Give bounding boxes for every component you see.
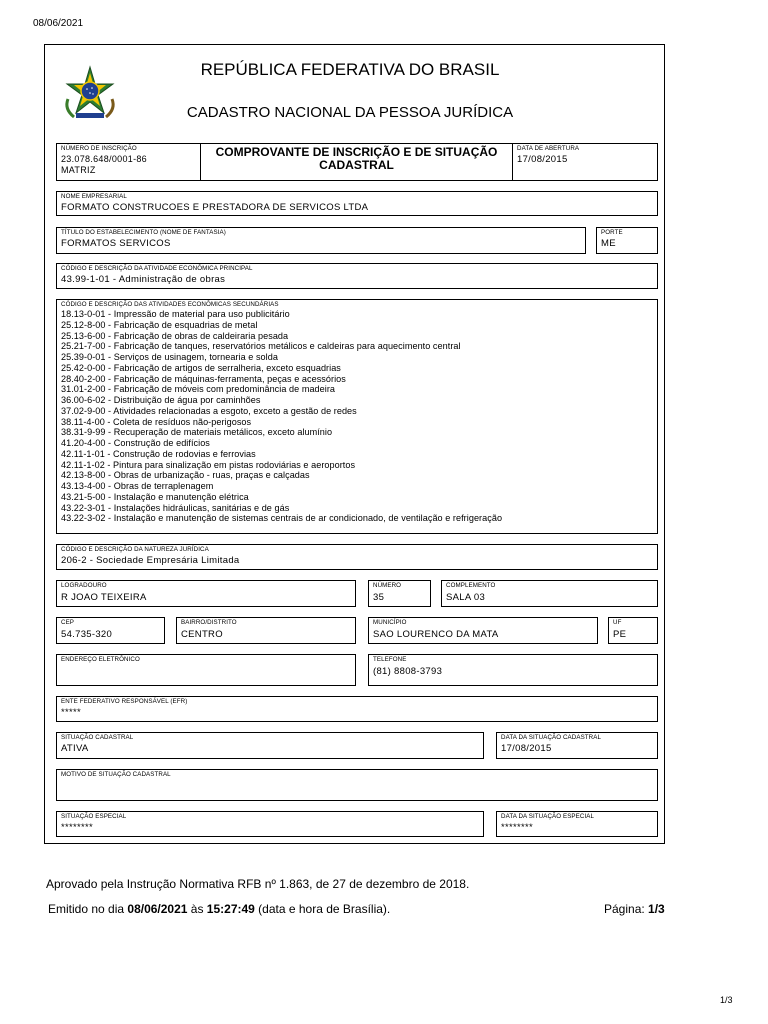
porte-box <box>596 227 658 254</box>
list-item: 25.39-0-01 - Serviços de usinagem, tornearia e solda <box>61 352 278 362</box>
list-item: 37.02-9-00 - Atividades relacionadas a esgoto, exceto a gestão de redes <box>61 405 357 416</box>
list-item: 28.40-2-00 - Fabricação de máquinas-ferramenta, peças e acessórios <box>61 373 346 384</box>
bairro-value: CENTRO <box>181 629 223 640</box>
list-item: 25.21-7-00 - Fabricação de tanques, reservatórios metálicos e caldeiras para aquecimento central <box>61 341 461 352</box>
atividades-secundarias-list <box>61 309 502 524</box>
situacao-especial-value: ******** <box>61 822 93 833</box>
data-situacao-especial-box <box>496 811 658 837</box>
municipio-label: MUNICÍPIO <box>373 619 407 626</box>
nome-empresarial-label: NOME EMPRESARIAL <box>61 193 127 200</box>
email-box <box>56 654 356 686</box>
numero-box <box>368 580 431 607</box>
data-situacao-box <box>496 732 658 759</box>
coat-of-arms-emblem <box>62 65 118 121</box>
situacao-box <box>56 732 484 759</box>
atividade-principal-label: CÓDIGO E DESCRIÇÃO DA ATIVIDADE ECONÔMICA PRINCIPAL <box>61 265 253 272</box>
telefone-box <box>368 654 658 686</box>
data-situacao-value: 17/08/2015 <box>501 743 552 754</box>
natureza-juridica-box <box>56 544 658 570</box>
complemento-box <box>441 580 658 607</box>
inscricao-numero: 23.078.648/0001-86 <box>61 154 147 164</box>
nome-empresarial-value: FORMATO CONSTRUCOES E PRESTADORA DE SERVICOS LTDA <box>61 202 369 213</box>
abertura-value: 17/08/2015 <box>517 154 568 165</box>
list-item: 43.21-5-00 - Instalação e manutenção elétrica <box>61 491 249 502</box>
list-item: 38.11-4-00 - Coleta de resíduos não-perigosos <box>61 416 252 427</box>
natureza-juridica-label: CÓDIGO E DESCRIÇÃO DA NATUREZA JURÍDICA <box>61 546 209 553</box>
fantasia-value: FORMATOS SERVICOS <box>61 238 171 249</box>
efr-box <box>56 696 658 722</box>
list-item: 43.22-3-01 - Instalações hidráulicas, sanitárias e de gás <box>61 502 290 513</box>
list-item: 42.11-1-01 - Construção de rodovias e ferrovias <box>61 448 256 459</box>
list-item: 43.13-4-00 - Obras de terraplenagem <box>61 481 214 491</box>
atividades-secundarias-label: CÓDIGO E DESCRIÇÃO DAS ATIVIDADES ECONÔMICAS SECUNDÁRIAS <box>61 301 279 308</box>
cep-box <box>56 617 165 644</box>
nome-empresarial-box <box>56 191 658 216</box>
bairro-box <box>176 617 356 644</box>
situacao-especial-box <box>56 811 484 837</box>
inscricao-label: NÚMERO DE INSCRIÇÃO <box>61 145 137 152</box>
comprovante-box <box>200 143 513 181</box>
pagina-label: Página: <box>604 902 649 916</box>
list-item: 42.11-1-02 - Pintura para sinalização em pistas rodoviárias e aeroportos <box>61 459 356 470</box>
list-item: 38.31-9-99 - Recuperação de materiais metálicos, exceto alumínio <box>61 427 333 438</box>
cep-value: 54.735-320 <box>61 629 113 640</box>
abertura-label: DATA DE ABERTURA <box>517 145 580 152</box>
bairro-label: BAIRRO/DISTRITO <box>181 619 237 626</box>
motivo-box <box>56 769 658 801</box>
data-situacao-especial-value: ******** <box>501 822 533 833</box>
data-situacao-especial-label: DATA DA SITUAÇÃO ESPECIAL <box>501 813 595 820</box>
comprovante-title-line1: COMPROVANTE DE INSCRIÇÃO E DE SITUAÇÃO <box>215 145 498 159</box>
list-item: 36.00-6-02 - Distribuição de água por caminhões <box>61 395 261 405</box>
situacao-value: ATIVA <box>61 743 89 754</box>
porte-label: PORTE <box>601 229 623 236</box>
list-item: 42.13-8-00 - Obras de urbanização - ruas, praças e calçadas <box>61 470 310 481</box>
complemento-value: SALA 03 <box>446 592 486 603</box>
situacao-label: SITUAÇÃO CADASTRAL <box>61 734 134 741</box>
list-item: 25.13-6-00 - Fabricação de obras de caldeiraria pesada <box>61 330 289 341</box>
abertura-box <box>512 143 658 181</box>
porte-value: ME <box>601 238 616 249</box>
efr-value: ***** <box>61 707 81 718</box>
email-label: ENDEREÇO ELETRÔNICO <box>61 656 140 663</box>
data-situacao-label: DATA DA SITUAÇÃO CADASTRAL <box>501 734 602 741</box>
uf-box <box>608 617 658 644</box>
header-subtitle: CADASTRO NACIONAL DA PESSOA JURÍDICA <box>186 104 514 121</box>
pagina-value: 1/3 <box>648 902 665 916</box>
situacao-especial-label: SITUAÇÃO ESPECIAL <box>61 813 127 820</box>
municipio-value: SAO LOURENCO DA MATA <box>373 629 499 640</box>
telefone-label: TELEFONE <box>373 656 407 663</box>
logradouro-label: LOGRADOURO <box>61 582 107 589</box>
numero-value: 35 <box>373 592 385 603</box>
emitido-mid: às <box>187 902 207 916</box>
emitido-suffix: (data e hora de Brasília). <box>254 902 391 916</box>
atividades-secundarias-box <box>56 299 658 534</box>
inscricao-tipo: MATRIZ <box>61 165 96 175</box>
uf-label: UF <box>613 619 622 626</box>
fantasia-label: TÍTULO DO ESTABELECIMENTO (NOME DE FANTASIA) <box>61 229 226 236</box>
logradouro-box <box>56 580 356 607</box>
comprovante-title-line2: CADASTRAL <box>319 158 394 172</box>
list-item: 25.42-0-00 - Fabricação de artigos de serralheria, exceto esquadrias <box>61 362 341 373</box>
emitido-time: 15:27:49 <box>206 902 255 916</box>
list-item: 41.20-4-00 - Construção de edifícios <box>61 438 210 448</box>
uf-value: PE <box>613 629 627 640</box>
emitido-date: 08/06/2021 <box>127 902 188 916</box>
print-date: 08/06/2021 <box>33 18 84 29</box>
efr-label: ENTE FEDERATIVO RESPONSÁVEL (EFR) <box>61 698 188 705</box>
aprovado-text: Aprovado pela Instrução Normativa RFB nº 1.863, de 27 de dezembro de 2018. <box>46 877 470 891</box>
pagina-text <box>604 902 665 916</box>
complemento-label: COMPLEMENTO <box>446 582 496 589</box>
cep-label: CEP <box>61 619 75 626</box>
numero-label: NÚMERO <box>373 582 402 589</box>
atividade-principal-box <box>56 263 658 289</box>
list-item: 43.22-3-02 - Instalação e manutenção de sistemas centrais de ar condicionado, de ventilação e refrigeração <box>61 513 503 524</box>
natureza-juridica-value: 206-2 - Sociedade Empresária Limitada <box>61 555 240 566</box>
list-item: 25.12-8-00 - Fabricação de esquadrias de metal <box>61 319 258 330</box>
list-item: 18.13-0-01 - Impressão de material para uso publicitário <box>61 309 290 319</box>
municipio-box <box>368 617 598 644</box>
emitido-prefix: Emitido no dia <box>48 902 128 916</box>
print-page-number: 1/3 <box>720 995 733 1005</box>
header-title: REPÚBLICA FEDERATIVA DO BRASIL <box>200 60 500 79</box>
atividade-principal-value: 43.99-1-01 - Administração de obras <box>61 274 226 285</box>
telefone-value: (81) 8808-3793 <box>373 666 443 677</box>
emitido-text <box>48 902 390 916</box>
inscricao-box <box>56 143 201 181</box>
logradouro-value: R JOAO TEIXEIRA <box>61 592 147 603</box>
fantasia-box <box>56 227 586 254</box>
list-item: 31.01-2-00 - Fabricação de móveis com predominância de madeira <box>61 384 336 395</box>
motivo-label: MOTIVO DE SITUAÇÃO CADASTRAL <box>61 771 171 778</box>
